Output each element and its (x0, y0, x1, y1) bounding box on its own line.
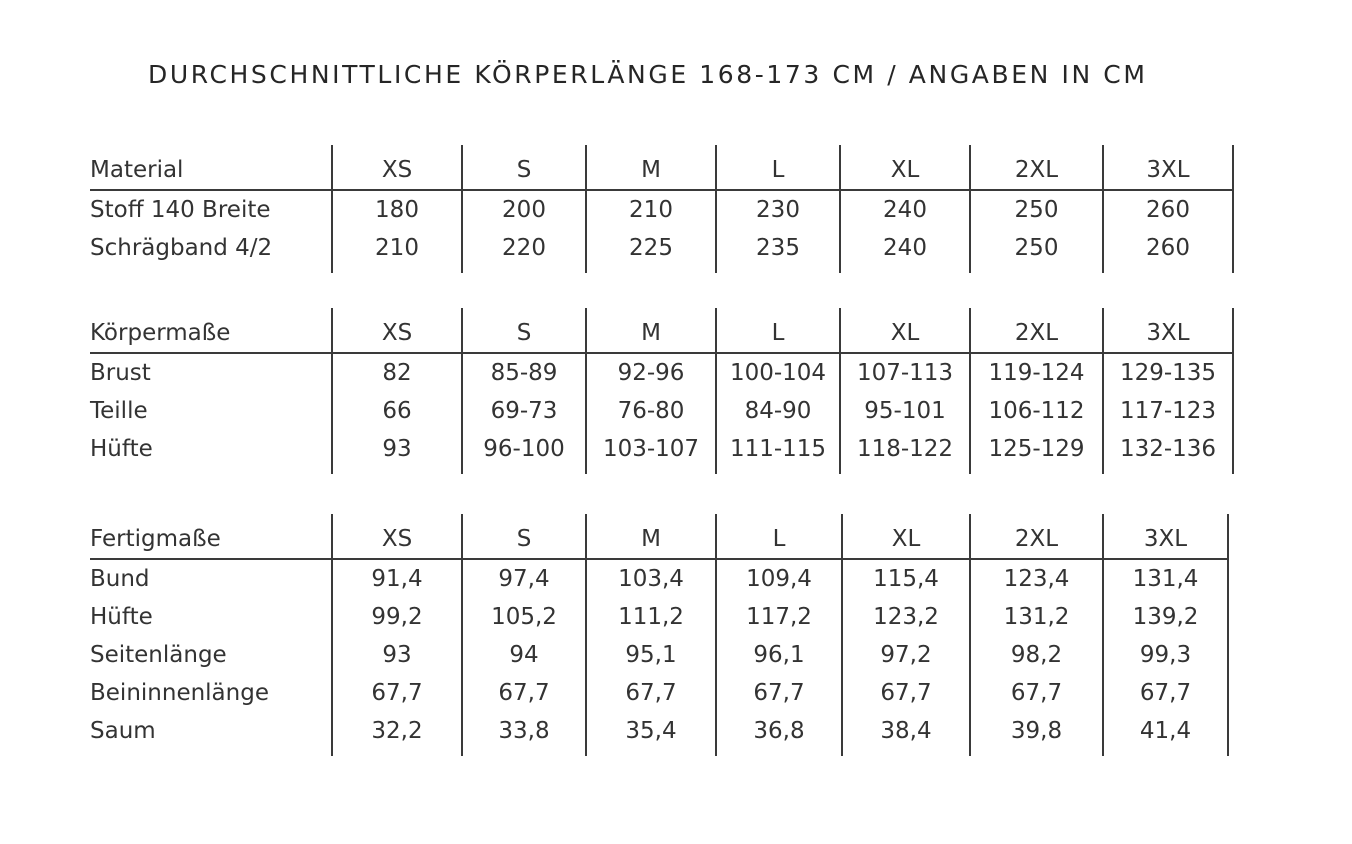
table-cell: 67,7 (970, 674, 1103, 712)
table-cell: 119-124 (970, 353, 1103, 392)
table-cell: 180 (332, 190, 462, 229)
size-header-xs: XS (332, 151, 462, 190)
row-label-beininnenlaenge: Beininnenlänge (90, 680, 269, 706)
table-cell: 97,4 (462, 559, 586, 598)
table-cell: 66 (332, 392, 462, 430)
size-header-s: S (462, 314, 586, 353)
table-cell: 103-107 (586, 430, 716, 468)
table-cell: 99,2 (332, 598, 462, 636)
table-cell: 99,3 (1103, 636, 1228, 674)
table-cell: 260 (1103, 229, 1233, 267)
table-row (90, 636, 1228, 674)
table-cell: 105,2 (462, 598, 586, 636)
table-cell: 92-96 (586, 353, 716, 392)
size-header-3xl: 3XL (1103, 520, 1228, 559)
table-cell: 84-90 (716, 392, 840, 430)
table-cell: 93 (332, 430, 462, 468)
size-header-l: L (716, 520, 842, 559)
row-label-saum: Saum (90, 718, 156, 744)
table-cell: 67,7 (842, 674, 970, 712)
table-cell: 117,2 (716, 598, 842, 636)
finished-measurements-header: Fertigmaße (90, 520, 332, 559)
size-header-3xl: 3XL (1103, 314, 1233, 353)
row-label-brust: Brust (90, 360, 151, 386)
table-row (90, 392, 1233, 430)
table-cell: 76-80 (586, 392, 716, 430)
table-cell: 93 (332, 636, 462, 674)
table-cell: 129-135 (1103, 353, 1233, 392)
table-cell: 67,7 (716, 674, 842, 712)
table-row (90, 229, 1233, 267)
size-header-xl: XL (840, 314, 970, 353)
table-cell: 32,2 (332, 712, 462, 750)
table-cell: 123,2 (842, 598, 970, 636)
table-cell: 109,4 (716, 559, 842, 598)
table-cell: 82 (332, 353, 462, 392)
table-row (90, 430, 1233, 468)
table-row (90, 353, 1233, 392)
table-cell: 230 (716, 190, 840, 229)
table-cell: 98,2 (970, 636, 1103, 674)
table-cell: 250 (970, 190, 1103, 229)
row-label-huefte: Hüfte (90, 436, 153, 462)
table-cell: 69-73 (462, 392, 586, 430)
size-header-l: L (716, 314, 840, 353)
table-cell: 94 (462, 636, 586, 674)
size-header-2xl: 2XL (970, 151, 1103, 190)
table-row (90, 674, 1228, 712)
size-header-s: S (462, 520, 586, 559)
size-header-2xl: 2XL (970, 520, 1103, 559)
size-header-m: M (586, 151, 716, 190)
table-cell: 240 (840, 190, 970, 229)
table-cell: 67,7 (332, 674, 462, 712)
size-header-2xl: 2XL (970, 314, 1103, 353)
table-cell: 67,7 (1103, 674, 1228, 712)
table-cell: 67,7 (462, 674, 586, 712)
table-cell: 131,2 (970, 598, 1103, 636)
row-label-huefte: Hüfte (90, 604, 153, 630)
body-measurements-header: Körpermaße (90, 314, 332, 353)
table-cell: 91,4 (332, 559, 462, 598)
table-cell: 100-104 (716, 353, 840, 392)
table-cell: 97,2 (842, 636, 970, 674)
table-cell: 38,4 (842, 712, 970, 750)
table-cell: 225 (586, 229, 716, 267)
table-cell: 111,2 (586, 598, 716, 636)
table-cell: 210 (332, 229, 462, 267)
size-header-xl: XL (842, 520, 970, 559)
table-cell: 250 (970, 229, 1103, 267)
table-cell: 33,8 (462, 712, 586, 750)
size-header-xs: XS (332, 314, 462, 353)
table-row (90, 598, 1228, 636)
table-cell: 131,4 (1103, 559, 1228, 598)
size-header-s: S (462, 151, 586, 190)
table-cell: 41,4 (1103, 712, 1228, 750)
table-cell: 35,4 (586, 712, 716, 750)
row-label-teille: Teille (90, 398, 148, 424)
table-cell: 220 (462, 229, 586, 267)
table-cell: 260 (1103, 190, 1233, 229)
size-header-m: M (586, 520, 716, 559)
row-label-bund: Bund (90, 566, 150, 592)
table-cell: 96-100 (462, 430, 586, 468)
row-label-stoff: Stoff 140 Breite (90, 197, 271, 223)
table-cell: 115,4 (842, 559, 970, 598)
table-row (90, 559, 1228, 598)
table-row (90, 712, 1228, 750)
table-cell: 117-123 (1103, 392, 1233, 430)
table-cell: 103,4 (586, 559, 716, 598)
table-cell: 85-89 (462, 353, 586, 392)
table-cell: 96,1 (716, 636, 842, 674)
size-header-3xl: 3XL (1103, 151, 1233, 190)
table-cell: 39,8 (970, 712, 1103, 750)
size-header-xl: XL (840, 151, 970, 190)
table-cell: 107-113 (840, 353, 970, 392)
material-header: Material (90, 151, 332, 190)
row-label-seitenlaenge: Seitenlänge (90, 642, 227, 668)
table-cell: 132-136 (1103, 430, 1233, 468)
table-cell: 95-101 (840, 392, 970, 430)
table-row (90, 190, 1233, 229)
finished-measurements-table (90, 514, 1229, 756)
table-cell: 118-122 (840, 430, 970, 468)
table-cell: 111-115 (716, 430, 840, 468)
table-cell: 95,1 (586, 636, 716, 674)
table-cell: 106-112 (970, 392, 1103, 430)
size-header-xs: XS (332, 520, 462, 559)
material-table (90, 145, 1234, 273)
table-cell: 67,7 (586, 674, 716, 712)
page-title: DURCHSCHNITTLICHE KÖRPERLÄNGE 168-173 CM / ANGABEN IN CM (148, 60, 1148, 89)
size-header-l: L (716, 151, 840, 190)
table-cell: 139,2 (1103, 598, 1228, 636)
size-header-m: M (586, 314, 716, 353)
table-cell: 235 (716, 229, 840, 267)
body-measurements-table (90, 308, 1234, 474)
table-cell: 240 (840, 229, 970, 267)
row-label-schraegband: Schrägband 4/2 (90, 235, 273, 261)
table-cell: 210 (586, 190, 716, 229)
table-cell: 123,4 (970, 559, 1103, 598)
table-cell: 36,8 (716, 712, 842, 750)
table-cell: 125-129 (970, 430, 1103, 468)
table-cell: 200 (462, 190, 586, 229)
